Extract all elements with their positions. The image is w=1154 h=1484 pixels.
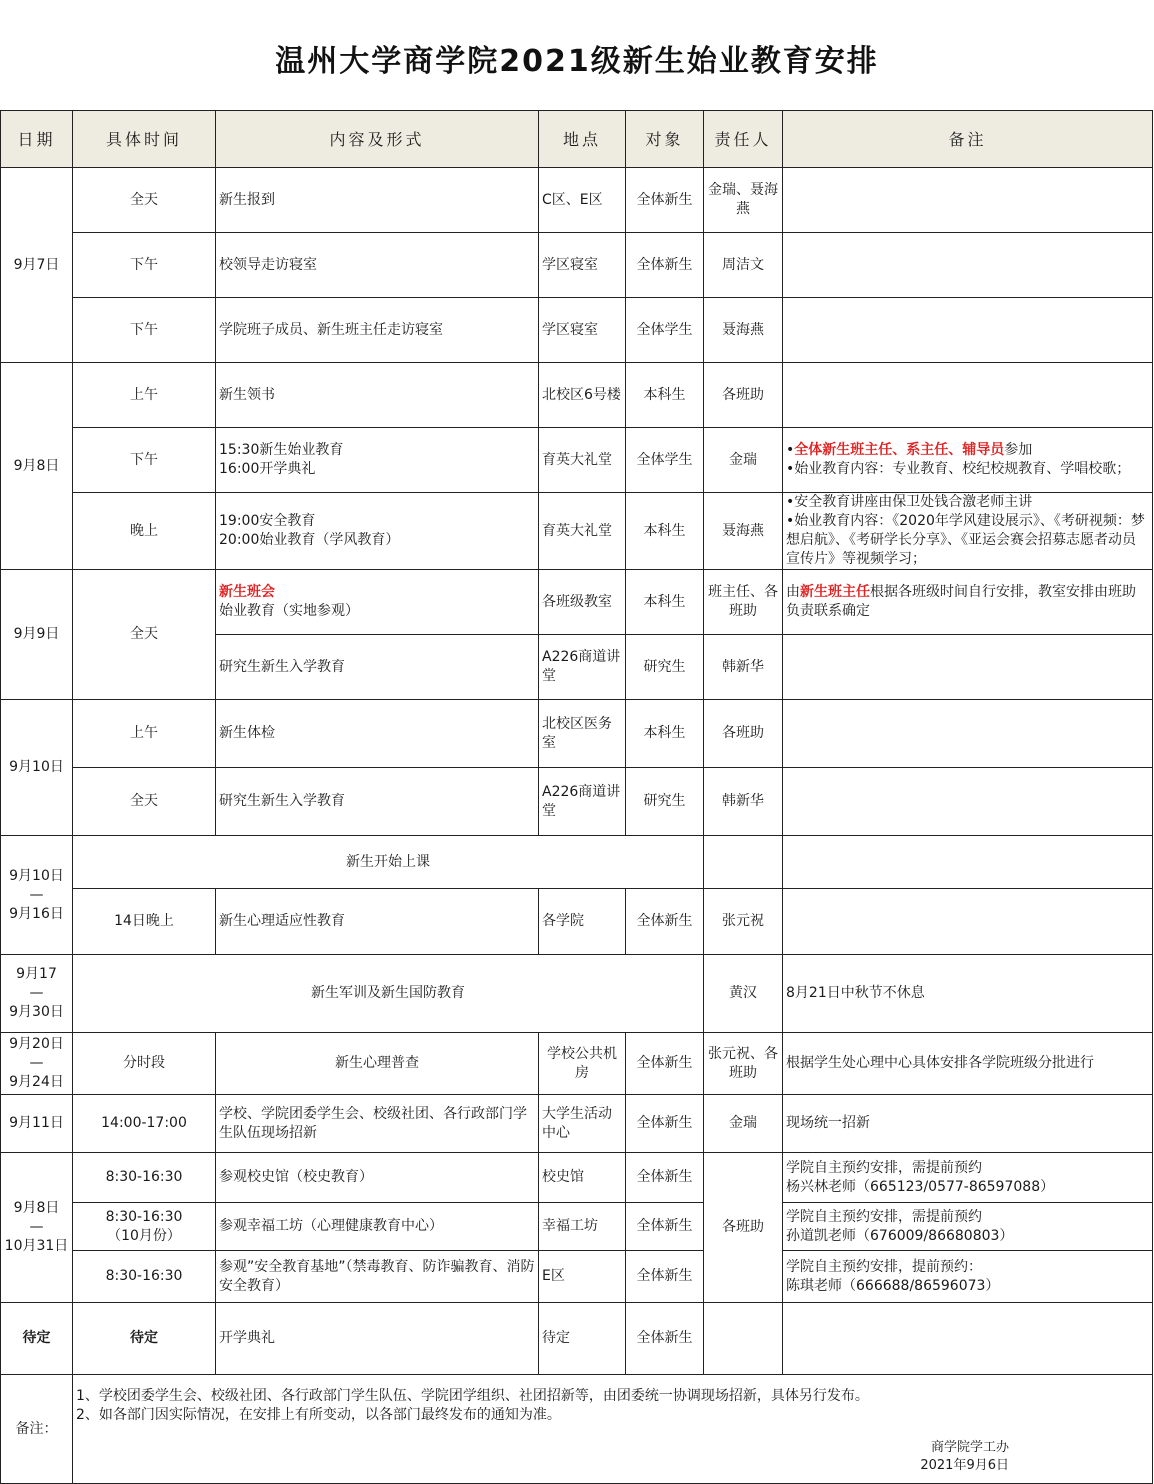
audience-cell: 全体学生 — [626, 298, 704, 363]
note-line: 2、如各部门因实际情况，在安排上有所变动，以各部门最终发布的通知为准。 — [76, 1407, 561, 1423]
place-cell: 校史馆 — [539, 1153, 626, 1203]
person-cell: 聂海燕 — [704, 493, 783, 570]
person-cell: 各班助 — [704, 363, 783, 428]
place-cell: 学区寝室 — [539, 233, 626, 298]
content-cell: 新生领书 — [216, 363, 539, 428]
person-cell: 各班助 — [704, 1153, 783, 1303]
content-cell: 参观”安全教育基地”（禁毒教育、防诈骗教育、消防安全教育） — [216, 1251, 539, 1303]
audience-cell: 全体新生 — [626, 1303, 704, 1375]
person-cell: 张元祝 — [704, 889, 783, 955]
date-cell — [1, 1153, 73, 1303]
time-cell: 下午 — [73, 233, 216, 298]
date-cell: 9月7日 — [1, 168, 73, 363]
place-cell: C区、E区 — [539, 168, 626, 233]
table-row — [1, 836, 1153, 889]
header-row — [1, 111, 1153, 168]
time-cell — [73, 1203, 216, 1251]
content-cell: 新生心理适应性教育 — [216, 889, 539, 955]
place-cell: 幸福工坊 — [539, 1203, 626, 1251]
time-cell: 下午 — [73, 428, 216, 493]
table-row — [1, 233, 1153, 298]
person-cell: 韩新华 — [704, 635, 783, 700]
audience-cell: 全体新生 — [626, 1251, 704, 1303]
header-content: 内容及形式 — [216, 111, 539, 168]
table-row — [1, 889, 1153, 955]
date-cell: 待定 — [1, 1303, 73, 1375]
remark-cell: 8月21日中秋节不休息 — [783, 955, 1153, 1033]
person-cell — [704, 836, 783, 889]
time-cell: 待定 — [73, 1303, 216, 1375]
remark-cell — [783, 233, 1153, 298]
audience-cell: 全体新生 — [626, 1033, 704, 1095]
content-cell: 新生体检 — [216, 700, 539, 768]
table-row — [1, 168, 1153, 233]
remark-cell — [783, 168, 1153, 233]
time-cell: 8:30-16:30 — [73, 1251, 216, 1303]
audience-cell: 本科生 — [626, 700, 704, 768]
date-dash: — — [29, 1219, 44, 1235]
person-cell: 金瑞 — [704, 428, 783, 493]
audience-cell: 研究生 — [626, 635, 704, 700]
date-cell: 9月9日 — [1, 570, 73, 700]
remark-cell — [783, 428, 1153, 493]
date-cell — [1, 1033, 73, 1095]
person-cell: 班主任、各班助 — [704, 570, 783, 635]
table-row — [1, 955, 1153, 1033]
content-cell: 新生开始上课 — [73, 836, 704, 889]
remark-cell — [783, 363, 1153, 428]
remark-cell — [783, 1153, 1153, 1203]
place-cell: 北校区医务室 — [539, 700, 626, 768]
place-cell: 育英大礼堂 — [539, 493, 626, 570]
content-line: 始业教育（实地参观） — [219, 603, 359, 619]
place-cell: 待定 — [539, 1303, 626, 1375]
remark-line: 学院自主预约安排，提前预约： — [786, 1258, 982, 1275]
time-cell: 全天 — [73, 570, 216, 700]
place-cell: 北校区6号楼 — [539, 363, 626, 428]
place-cell: A226商道讲堂 — [539, 635, 626, 700]
date-cell: 9月10日 — [1, 700, 73, 836]
title-area — [0, 0, 1154, 110]
remark-cell: 根据学生处心理中心具体安排各学院班级分批进行 — [783, 1033, 1153, 1095]
table-row — [1, 363, 1153, 428]
audience-cell: 全体新生 — [626, 1203, 704, 1251]
table-row — [1, 1033, 1153, 1095]
date-dash: — — [29, 985, 44, 1001]
time-cell: 上午 — [73, 363, 216, 428]
remark-cell: 现场统一招新 — [783, 1095, 1153, 1153]
person-cell — [704, 1303, 783, 1375]
remark-cell — [783, 493, 1153, 570]
audience-cell: 全体新生 — [626, 168, 704, 233]
page-title: 温州大学商学院2021级新生始业教育安排 — [275, 44, 879, 79]
header-time: 具体时间 — [73, 111, 216, 168]
table-row — [1, 298, 1153, 363]
time-cell: 8:30-16:30 — [73, 1153, 216, 1203]
table-row — [1, 493, 1153, 570]
date-dash: — — [29, 886, 44, 903]
remark-cell — [783, 570, 1153, 635]
remark-cell — [783, 298, 1153, 363]
remark-line: 杨兴林老师（665123/0577-86597088） — [786, 1178, 1055, 1195]
person-cell: 金瑞 — [704, 1095, 783, 1153]
time-line: （10月份） — [107, 1227, 181, 1244]
place-cell: 大学生活动中心 — [539, 1095, 626, 1153]
person-cell: 聂海燕 — [704, 298, 783, 363]
remark-cell — [783, 1203, 1153, 1251]
audience-cell: 全体新生 — [626, 233, 704, 298]
time-cell: 全天 — [73, 768, 216, 836]
notes-cell — [73, 1375, 1153, 1484]
content-cell: 新生军训及新生国防教育 — [73, 955, 704, 1033]
content-line: 20:00始业教育（学风教育） — [219, 532, 400, 548]
place-cell: 育英大礼堂 — [539, 428, 626, 493]
remark-line: •始业教育内容：专业教育、校纪校规教育、学唱校歌； — [786, 461, 1131, 477]
content-cell: 参观校史馆（校史教育） — [216, 1153, 539, 1203]
date-start: 9月20日 — [9, 1036, 64, 1052]
time-cell: 分时段 — [73, 1033, 216, 1095]
person-cell: 韩新华 — [704, 768, 783, 836]
header-person: 责任人 — [704, 111, 783, 168]
place-cell: 学校公共机房 — [539, 1033, 626, 1095]
schedule-table — [0, 110, 1153, 1484]
audience-cell: 全体新生 — [626, 1153, 704, 1203]
date-cell: 9月11日 — [1, 1095, 73, 1153]
remark-cell — [783, 768, 1153, 836]
content-cell: 校领导走访寝室 — [216, 233, 539, 298]
place-cell: 各学院 — [539, 889, 626, 955]
remark-line: 陈琪老师（666688/86596073） — [786, 1277, 1000, 1294]
remark-text: 参加 — [1004, 442, 1033, 458]
place-cell: 各班级教室 — [539, 570, 626, 635]
date-end: 10月31日 — [4, 1238, 69, 1254]
person-cell: 黄汉 — [704, 955, 783, 1033]
time-line: 8:30-16:30 — [105, 1208, 183, 1225]
remark-cell — [783, 836, 1153, 889]
content-cell — [216, 428, 539, 493]
remark-text: 根据各班级时间自行安排，教室安排由班助负责联系确定 — [786, 584, 1136, 619]
table-row — [1, 1303, 1153, 1375]
remark-cell — [783, 635, 1153, 700]
date-end: 9月24日 — [9, 1074, 64, 1090]
time-cell: 14日晚上 — [73, 889, 216, 955]
remark-cell — [783, 700, 1153, 768]
notes-row — [1, 1375, 1153, 1484]
content-line: 15:30新生始业教育 — [219, 442, 344, 458]
person-cell: 各班助 — [704, 700, 783, 768]
remark-highlight: 新生班主任 — [800, 584, 870, 600]
content-cell: 研究生新生入学教育 — [216, 768, 539, 836]
content-highlight: 新生班会 — [219, 584, 275, 600]
content-cell: 研究生新生入学教育 — [216, 635, 539, 700]
audience-cell: 研究生 — [626, 768, 704, 836]
date-cell — [1, 836, 73, 955]
content-cell: 参观幸福工坊（心理健康教育中心） — [216, 1203, 539, 1251]
table-row — [1, 428, 1153, 493]
content-line: 19:00安全教育 — [219, 513, 316, 529]
table-row — [1, 700, 1153, 768]
time-cell: 下午 — [73, 298, 216, 363]
content-cell: 学校、学院团委学生会、校级社团、各行政部门学生队伍现场招新 — [216, 1095, 539, 1153]
date-start: 9月8日 — [13, 1200, 60, 1216]
time-cell: 上午 — [73, 700, 216, 768]
table-row — [1, 1153, 1153, 1203]
table-row — [1, 570, 1153, 635]
date-start: 9月10日 — [9, 867, 64, 884]
person-cell: 周洁文 — [704, 233, 783, 298]
remark-line: •始业教育内容：《2020年学风建设展示》、《考研视频：梦想启航》、《考研学长分享》、《亚运会赛会招募志愿者动员宣传片》等视频学习； — [786, 513, 1145, 567]
content-cell: 开学典礼 — [216, 1303, 539, 1375]
header-date: 日期 — [1, 111, 73, 168]
remark-text: 由 — [786, 584, 800, 600]
remark-highlight: 全体新生班主任、系主任、辅导员 — [794, 442, 1005, 458]
header-audience: 对象 — [626, 111, 704, 168]
remark-cell — [783, 889, 1153, 955]
content-cell: 学院班子成员、新生班主任走访寝室 — [216, 298, 539, 363]
content-cell: 新生报到 — [216, 168, 539, 233]
table-row — [1, 1251, 1153, 1303]
remark-line: 孙道凯老师（676009/86680803） — [786, 1227, 1014, 1244]
audience-cell: 本科生 — [626, 363, 704, 428]
content-line: 16:00开学典礼 — [219, 461, 316, 477]
audience-cell: 全体新生 — [626, 889, 704, 955]
remark-line — [786, 441, 1149, 460]
place-cell: A226商道讲堂 — [539, 768, 626, 836]
person-cell: 张元祝、各班助 — [704, 1033, 783, 1095]
table-row — [1, 768, 1153, 836]
date-cell: 9月8日 — [1, 363, 73, 570]
table-row — [1, 1203, 1153, 1251]
person-cell: 金瑞、聂海燕 — [704, 168, 783, 233]
content-cell — [216, 570, 539, 635]
header-remark: 备注 — [783, 111, 1153, 168]
bullet: • — [786, 442, 795, 458]
header-place: 地点 — [539, 111, 626, 168]
content-cell: 新生心理普查 — [216, 1033, 539, 1095]
remark-cell — [783, 1303, 1153, 1375]
audience-cell: 本科生 — [626, 493, 704, 570]
remark-line: •安全教育讲座由保卫处钱合激老师主讲 — [786, 494, 1033, 510]
time-cell: 14:00-17:00 — [73, 1095, 216, 1153]
place-cell: E区 — [539, 1251, 626, 1303]
remark-line: 学院自主预约安排，需提前预约 — [786, 1208, 982, 1225]
table-row — [1, 1095, 1153, 1153]
content-cell — [216, 493, 539, 570]
date-end: 9月16日 — [9, 905, 64, 922]
audience-cell: 全体学生 — [626, 428, 704, 493]
notes-label: 备注： — [1, 1375, 73, 1484]
remark-line: 学院自主预约安排，需提前预约 — [786, 1159, 982, 1176]
signer: 商学院学工办 — [930, 1440, 1009, 1455]
note-line: 1、学校团委学生会、校级社团、各行政部门学生队伍、学院团学组织、社团招新等，由团委统一协调现场招新，具体另行发布。 — [76, 1388, 869, 1404]
date-start: 9月17 — [16, 966, 57, 982]
time-cell: 晚上 — [73, 493, 216, 570]
place-cell: 学区寝室 — [539, 298, 626, 363]
sign-date: 2021年9月6日 — [920, 1458, 1009, 1473]
audience-cell: 本科生 — [626, 570, 704, 635]
date-end: 9月30日 — [9, 1004, 64, 1020]
date-dash: — — [29, 1055, 44, 1071]
remark-cell — [783, 1251, 1153, 1303]
time-cell: 全天 — [73, 168, 216, 233]
audience-cell: 全体新生 — [626, 1095, 704, 1153]
date-cell — [1, 955, 73, 1033]
